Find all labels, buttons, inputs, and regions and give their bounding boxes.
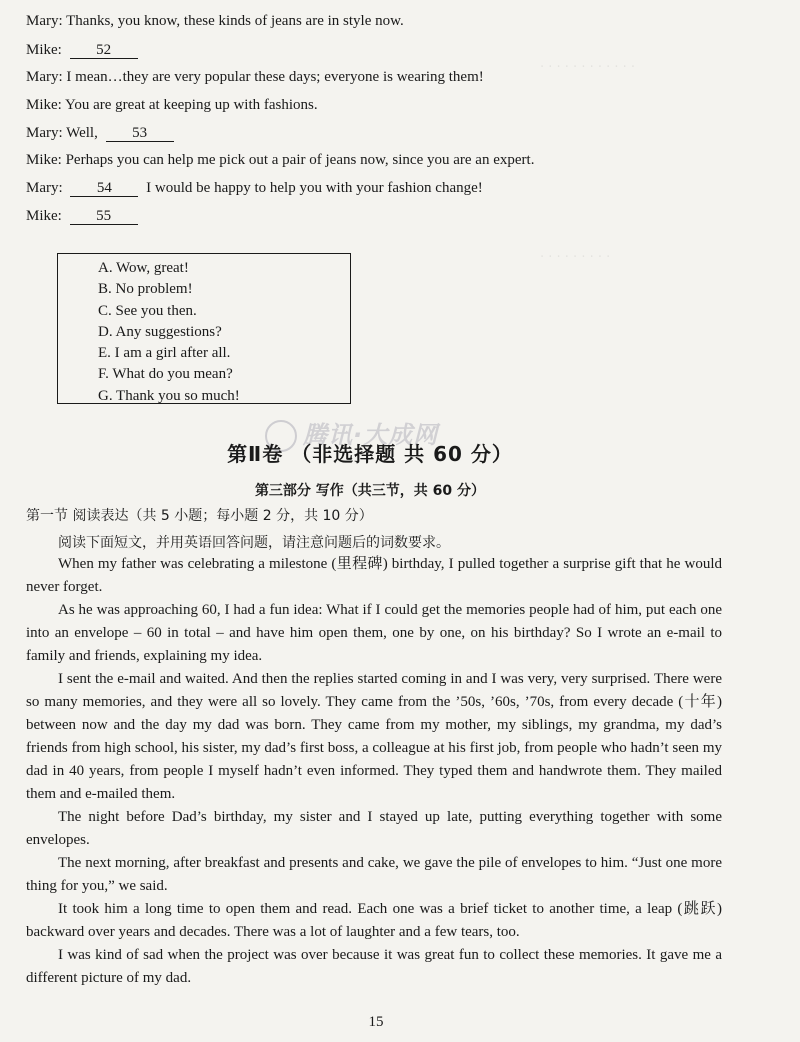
volume-title: 第Ⅱ卷 （非选择题 共 60 分） (227, 442, 513, 466)
section-title: 第一节 阅读表达（共 5 小题；每小题 2 分，共 10 分） (26, 508, 373, 524)
dialogue-line: Mike: Perhaps you can help me pick out a pair of jeans now, since you are an expert. (26, 152, 535, 168)
passage-paragraph: I was kind of sad when the project was over because it was great fun to collect these memories. It gave me a different picture of my dad. (26, 947, 722, 986)
passage-paragraph: As he was approaching 60, I had a fun idea: What if I could get the memories people had of him, put each one into an envelope – 60 in total – and have him open them, one by one, on his birthday? So I wrote an e-mail to family and friends, explaining my idea. (26, 602, 722, 664)
passage-paragraph: When my father was celebrating a milestone (里程碑) birthday, I pulled together a surprise gift that he would never forget. (26, 556, 722, 595)
instruction-text: 阅读下面短文，并用英语回答问题，请注意问题后的词数要求。 (58, 535, 450, 551)
passage-paragraph: The next morning, after breakfast and presents and cake, we gave the pile of envelopes to him. “Just one more thing for you,” we said. (26, 855, 722, 894)
answer-blank-53: 53 (106, 125, 174, 142)
dialogue-line-blank-52 (26, 40, 142, 60)
reading-passage (26, 553, 722, 990)
dialogue-line-blank-54 (26, 178, 483, 198)
passage-paragraph: I sent the e-mail and waited. And then the replies started coming in and I was very, very surprised. There were so many memories, and they were all so lovely. They came from the ’50s, ’60s, ’70s, from every decade (十年) between now and the day my dad was born. They came from my mother, my siblings, my grandma, my dad’s friends from high school, his sister, my dad’s first boss, a colleague at his first job, from people who hadn’t seen my dad in 40 years, from people I myself hadn’t even informed. They typed them and handwrote them. They mailed them and e-mailed them. (26, 671, 722, 802)
option-item: F. What do you mean? (98, 366, 233, 383)
bleed-through-text: · · · · · · · · · (540, 250, 611, 265)
dialogue-line-blank-53 (26, 123, 178, 143)
dialogue-line: Mary: Thanks, you know, these kinds of jeans are in style now. (26, 13, 404, 29)
watermark-text: 腾讯·大成网 (303, 421, 439, 449)
passage-paragraph: The night before Dad’s birthday, my sister and I stayed up late, putting everything together with some envelopes. (26, 809, 722, 848)
answer-blank-54: 54 (70, 180, 138, 197)
option-item: C. See you then. (98, 302, 197, 319)
option-item: B. No problem! (98, 281, 193, 298)
answer-blank-52: 52 (70, 42, 138, 59)
options-box (57, 253, 351, 404)
dialogue-line: Mike: You are great at keeping up with fashions. (26, 97, 318, 113)
option-item: G. Thank you so much! (98, 387, 240, 404)
speaker-label: Mary: Well, (26, 125, 98, 141)
dialogue-line-blank-55 (26, 206, 142, 226)
option-item: E. I am a girl after all. (98, 345, 231, 362)
passage-paragraph: It took him a long time to open them and read. Each one was a brief ticket to another time, a leap (跳跃) backward over years and decades. There was a lot of laughter and a few tears, too. (26, 901, 722, 940)
speaker-label: Mary: (26, 180, 63, 196)
part-title: 第三部分 写作（共三节，共 60 分） (254, 483, 486, 499)
answer-blank-55: 55 (70, 208, 138, 225)
page-number: 15 (368, 1014, 384, 1030)
speaker-label: Mike: (26, 42, 62, 58)
option-item: D. Any suggestions? (98, 323, 222, 340)
dialogue-line: Mary: I mean…they are very popular these days; everyone is wearing them! (26, 69, 484, 85)
dialogue-text: I would be happy to help you with your fashion change! (146, 180, 483, 196)
option-item: A. Wow, great! (98, 260, 189, 276)
speaker-label: Mike: (26, 208, 62, 224)
bleed-through-text: · · · · · · · · · · · · (540, 60, 636, 75)
